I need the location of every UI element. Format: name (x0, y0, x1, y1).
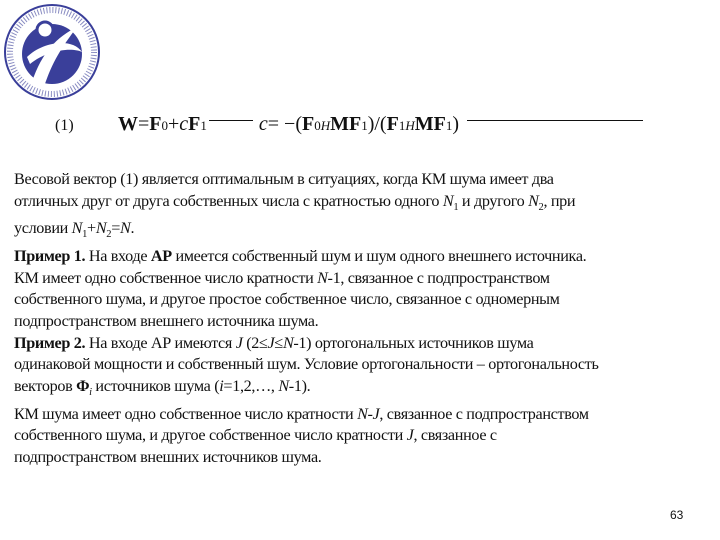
text-segment: источников шума ( (91, 376, 220, 395)
formula-part: 1 (361, 118, 368, 133)
formula-part: W (118, 113, 138, 135)
text-segment: N (528, 191, 539, 210)
text-segment: N (119, 219, 131, 238)
text-segment: J (267, 333, 275, 352)
text-segment: =1,2,…, (223, 376, 279, 395)
text-segment: ≤ (274, 333, 283, 352)
text-segment: N (95, 219, 107, 238)
formula-part: ) (452, 113, 459, 135)
text-segment: АР (150, 247, 172, 266)
formula-part: 0 (314, 118, 321, 133)
text-segment: N-J (357, 404, 380, 423)
formula-part: F (386, 113, 399, 135)
formula-part: 0 (161, 118, 168, 133)
formula-rule (467, 120, 643, 121)
formula-part: M (330, 113, 349, 135)
text-segment: i (89, 387, 92, 399)
text-segment: и другого (458, 191, 529, 210)
formula-part: = (138, 113, 150, 135)
text-line (14, 354, 598, 376)
text-line (14, 333, 598, 355)
text-segment: Пример 1. (14, 247, 86, 266)
text-segment: = (111, 219, 120, 238)
text-line (14, 425, 598, 447)
text-segment: , связанное с (413, 426, 497, 445)
text-segment: + (87, 219, 96, 238)
text-segment: одинаковой мощности и собственный шум. Условие ортогональности – ортогональность (14, 355, 599, 374)
text-segment: N (442, 191, 454, 210)
text-segment: Пример 2. (14, 333, 86, 352)
text-segment: -1) ортогональных источников шума (293, 333, 534, 352)
text-segment: имеется собственный шум и шум одного внешнего источника. (171, 247, 587, 266)
text-segment: 1 (453, 201, 459, 213)
text-segment: КМ шума имеет одно собственное число кратности (14, 404, 358, 423)
formula-part: H (405, 118, 415, 133)
formula-part: 1 (445, 118, 453, 133)
text-segment: (2≤ (242, 333, 268, 352)
text-line (14, 289, 598, 311)
text-segment: N (317, 268, 328, 287)
formula (118, 113, 643, 136)
formula-part: F (149, 113, 162, 135)
text-segment: собственного шума, и другое простое собственное число, связанное с одномерным (14, 290, 560, 309)
text-line (14, 218, 598, 246)
formula-rule (209, 120, 253, 121)
formula-part: H (320, 118, 331, 133)
text-segment: N (278, 376, 289, 395)
text-segment: -1, связанное с подпространством (327, 268, 550, 287)
text-segment: Φ (76, 376, 90, 395)
text-segment: , при (543, 191, 576, 210)
text-segment: На входе (85, 247, 151, 266)
formula-part: = −( (267, 113, 302, 135)
formula-part: F (433, 113, 446, 135)
text-segment: N (282, 333, 294, 352)
text-line (14, 376, 598, 404)
text-line (14, 169, 598, 191)
text-segment: -1). (288, 376, 311, 395)
text-segment: J (235, 333, 243, 352)
text-segment: Весовой вектор (1) является оптимальным в ситуациях, когда КМ шума имеет два (14, 170, 554, 188)
text-segment: подпространством внешних источников шума. (14, 447, 322, 466)
formula-part: + (168, 113, 180, 135)
formula-part: c (179, 113, 189, 135)
text-line (14, 246, 598, 268)
text-segment: КМ имеет одно собственное число кратности (14, 268, 318, 287)
text-segment: условии (14, 219, 72, 238)
formula-part: F (302, 113, 315, 135)
text-segment: 2 (106, 229, 112, 241)
text-segment: . (130, 219, 135, 238)
text-segment: На входе АР имеются (85, 333, 236, 352)
text-line (14, 191, 598, 219)
text-segment: векторов (14, 376, 77, 395)
text-segment: 2 (538, 201, 544, 213)
formula-part: )/( (367, 113, 387, 135)
equation-number: (1) (55, 117, 74, 134)
text-segment: N (71, 219, 83, 238)
text-line (14, 447, 598, 469)
text-segment: собственного шума, и другое собственное число кратности (14, 426, 407, 445)
formula-part: F (188, 113, 201, 135)
text-segment: отличных друг от друга собственных числа с кратностью одного (14, 191, 443, 210)
text-line (14, 268, 598, 290)
text-segment: , связанное с подпространством (379, 404, 589, 423)
body-text (14, 169, 598, 468)
formula-part: 1 (398, 118, 406, 133)
organization-logo (2, 2, 102, 102)
text-segment: J (406, 426, 414, 445)
formula-part: F (349, 113, 362, 135)
formula-part: 1 (200, 118, 207, 133)
text-segment: 1 (82, 229, 88, 241)
text-line (14, 311, 598, 333)
text-segment: подпространством внешнего источника шума. (14, 312, 319, 331)
formula-part: M (414, 113, 434, 135)
text-line (14, 404, 598, 426)
page-number: 63 (670, 508, 684, 522)
formula-part: c (258, 113, 268, 135)
text-segment: i (219, 376, 224, 395)
